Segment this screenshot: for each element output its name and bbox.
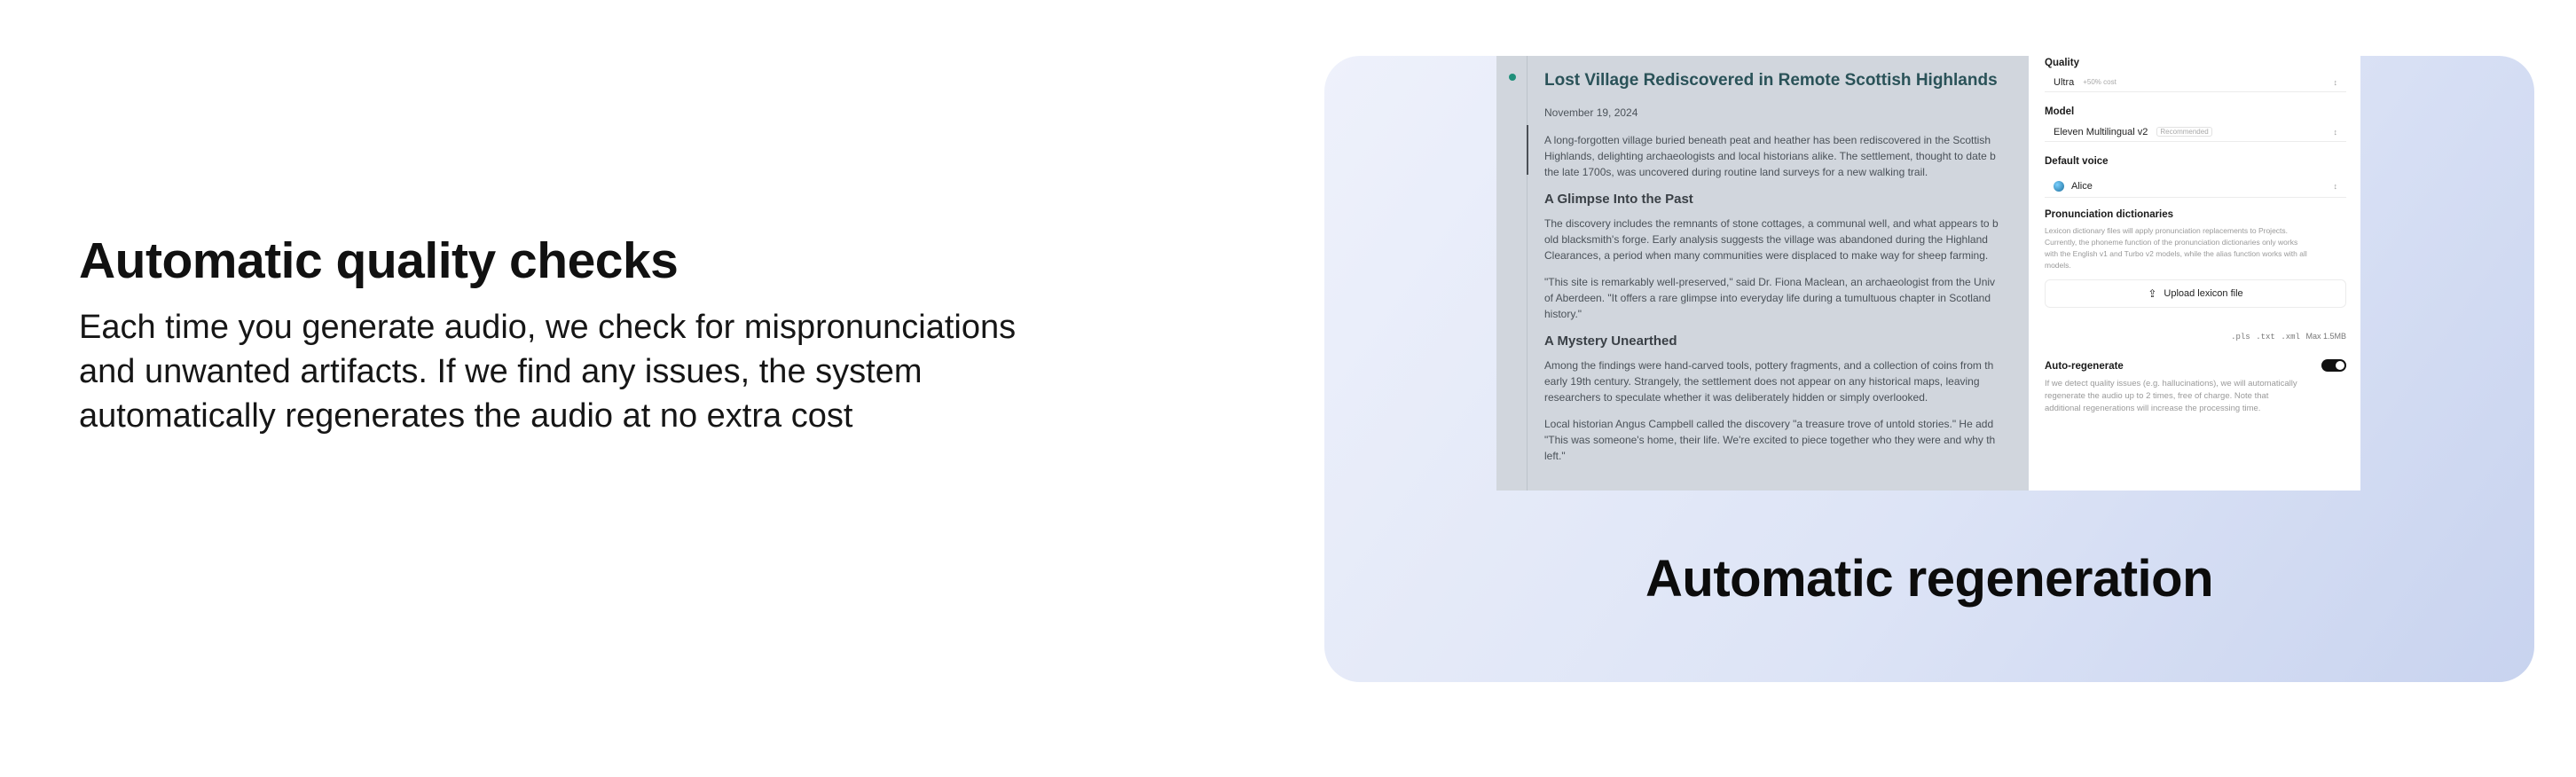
document-subheading[interactable]: A Glimpse Into the Past	[1544, 192, 1693, 207]
chevron-updown-icon: ↕	[2333, 77, 2337, 87]
document-date[interactable]: November 19, 2024	[1544, 106, 1638, 119]
active-paragraph-marker	[1527, 125, 1528, 175]
feature-description	[79, 229, 1108, 438]
document-paragraph[interactable]: "This site is remarkably well-preserved," said Dr. Fiona Maclean, an archaeologist from the Univ of Aberdeen. "It offers a rare glimpse into everyday life during a tumultuous chapter in Scotland history."	[1544, 276, 1996, 320]
recommended-badge: Recommended	[2156, 127, 2211, 137]
toggle-knob	[2336, 361, 2344, 370]
feature-body-line: and unwanted artifacts. If we find any issues, the system	[79, 353, 923, 390]
pronunciation-description: Lexicon dictionary files will apply pronunciation replacements to Projects. Currently, the phoneme function of the pronunciation dictionaries only works with the English v1 and Turbo v2 models, while the alias function works with all models.	[2045, 226, 2307, 270]
status-dot-icon	[1509, 74, 1516, 81]
auto-regenerate-label: Auto-regenerate	[2045, 361, 2124, 372]
document-paragraph[interactable]: Local historian Angus Campbell called the discovery "a treasure trove of untold stories." He add "This was someone's home, their life. We're excited to piece together who they were and why th left."	[1544, 418, 1996, 462]
document-title[interactable]: Lost Village Rediscovered in Remote Scottish Highlands	[1544, 71, 1998, 90]
document-content	[1544, 70, 2029, 475]
auto-regenerate-description: If we detect quality issues (e.g. hallucinations), we will automatically regenerate the audio up to 2 times, free of charge. Note that additional regenerations will increase the processing time.	[2045, 379, 2297, 413]
feature-body	[79, 305, 1108, 438]
upload-icon: ⇪	[2148, 287, 2157, 300]
upload-lexicon-button[interactable]	[2045, 279, 2346, 308]
model-value: Eleven Multilingual v2	[2054, 126, 2148, 137]
settings-panel	[2029, 56, 2360, 491]
upload-lexicon-label: Upload lexicon file	[2164, 288, 2243, 299]
chevron-updown-icon: ↕	[2333, 127, 2337, 137]
document-paragraph[interactable]: A long-forgotten village buried beneath peat and heather has been rediscovered in the Scottish Highlands, delighting archaeologists and local historians alike. The settlement, thought to date b the late 1700s, was uncovered during routine land surveys for a new walking trail.	[1544, 134, 1996, 178]
accepted-formats	[2231, 332, 2346, 341]
chevron-updown-icon: ↕	[2333, 181, 2337, 191]
feature-body-line: automatically regenerates the audio at no extra cost	[79, 397, 853, 435]
voice-avatar-icon	[2054, 181, 2064, 192]
feature-body-line: Each time you generate audio, we check for mispronunciations	[79, 309, 1017, 346]
model-label: Model	[2045, 106, 2075, 117]
max-size: Max 1.5MB	[2305, 332, 2346, 341]
feature-heading: Automatic quality checks	[79, 232, 679, 289]
format-xml: .xml	[2281, 333, 2300, 341]
voice-value: Alice	[2071, 180, 2093, 192]
format-pls: .pls	[2231, 333, 2250, 341]
auto-regenerate-toggle[interactable]	[2321, 359, 2346, 372]
feature-card	[1324, 56, 2534, 682]
quality-value: Ultra	[2054, 76, 2075, 88]
document-subheading[interactable]: A Mystery Unearthed	[1544, 334, 1677, 349]
model-select[interactable]	[2045, 122, 2346, 142]
paragraph-rail	[1527, 56, 1528, 491]
document-paragraph[interactable]: Among the findings were hand-carved tools, pottery fragments, and a collection of coins from th early 19th century. Strangely, the settlement does not appear on any historical maps, leaving researchers to speculate whether it was deliberately hidden or simply overlooked.	[1544, 359, 1994, 404]
pronunciation-label: Pronunciation dictionaries	[2045, 209, 2174, 220]
quality-hint: +50% cost	[2083, 78, 2117, 86]
quality-select[interactable]	[2045, 73, 2346, 92]
app-screenshot	[1496, 56, 2360, 491]
document-paragraph[interactable]: The discovery includes the remnants of stone cottages, a communal well, and what appears to b old blacksmith's forge. Early analysis suggests the village was abandoned during the Highland Clearances, a period when many communities were displaced to make way for sheep farming.	[1544, 217, 1999, 262]
quality-label: Quality	[2045, 58, 2079, 68]
document-panel	[1496, 56, 2029, 491]
format-txt: .txt	[2256, 333, 2275, 341]
default-voice-label: Default voice	[2045, 156, 2109, 167]
card-title: Automatic regeneration	[1645, 550, 2213, 608]
voice-select[interactable]	[2045, 175, 2346, 198]
